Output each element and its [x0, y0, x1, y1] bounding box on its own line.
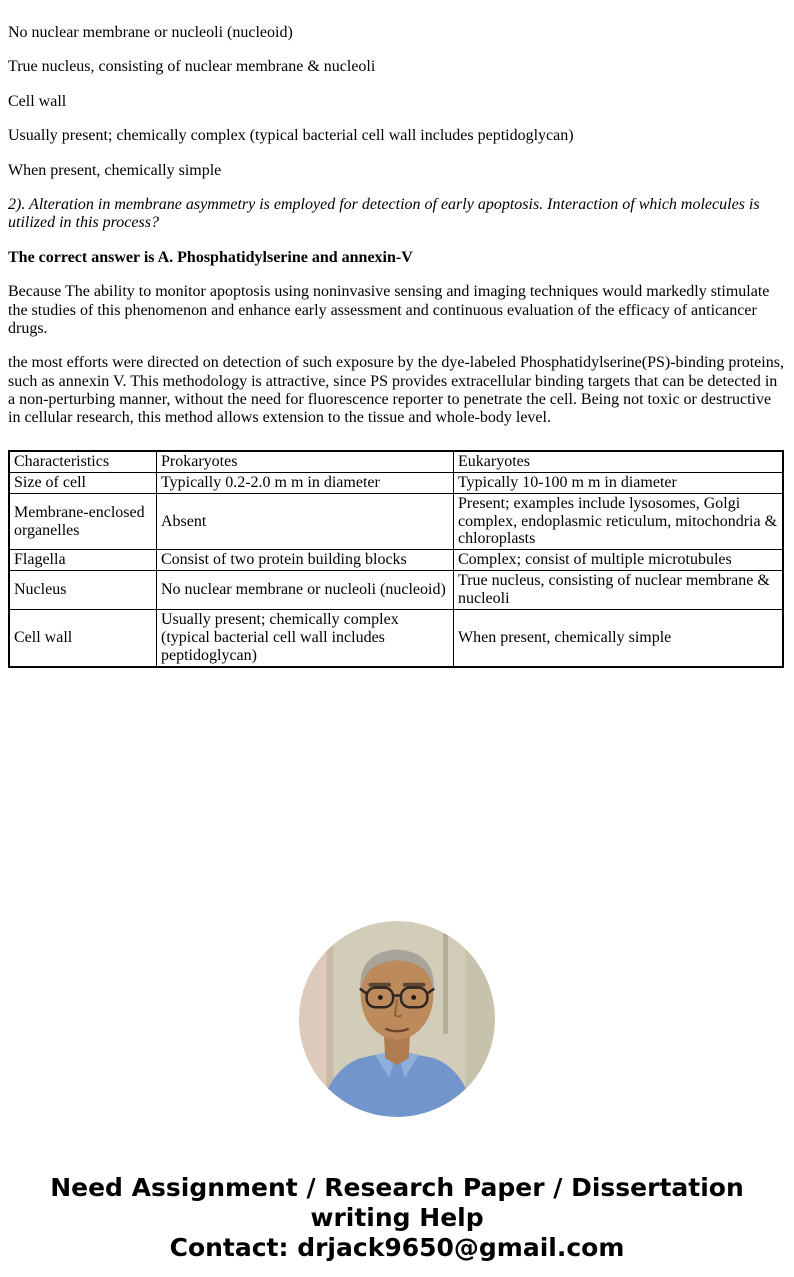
intro-paragraph: When present, chemically simple [8, 161, 222, 179]
answer-text: The correct answer is A. Phosphatidylserine and annexin-V [8, 248, 413, 266]
table-header-cell: Prokaryotes [157, 451, 454, 472]
table-cell: Membrane-enclosed organelles [9, 493, 157, 550]
explanation-paragraph: the most efforts were directed on detection of such exposure by the dye-labeled Phosphatidylserine(PS)-binding proteins, such as annexin V. This methodology is attractive, since PS provides extracellular binding targets that can be detected in a non-perturbing manner, without the need for fluorescence reporter to penetrate the cell. Being not toxic or destructive in cellular research, this method allows extension to the tissue and whole-body level. [8, 354, 784, 427]
table-row [9, 571, 783, 610]
table-header-row [9, 451, 783, 472]
table-row [9, 472, 783, 493]
help-heading: Need Assignment / Research Paper / Dissertation writing Help [50, 1172, 744, 1232]
table-cell: Consist of two protein building blocks [157, 550, 454, 571]
table-row [9, 550, 783, 571]
contact-email: Contact: drjack9650@gmail.com [169, 1232, 625, 1262]
explanation-paragraph: Because The ability to monitor apoptosis using noninvasive sensing and imaging techniques would markedly stimulate the studies of this phenomenon and enhance early assessment and continuous evaluation of the efficacy of anticancer drugs. [8, 283, 770, 337]
table-cell: Nucleus [9, 571, 157, 610]
table-cell: Absent [157, 493, 454, 550]
table-cell: Typically 10-100 m m in diameter [454, 472, 784, 493]
comparison-table [8, 450, 784, 668]
intro-paragraph: Cell wall [8, 92, 67, 110]
profile-photo [299, 921, 495, 1117]
intro-paragraph: No nuclear membrane or nucleoli (nucleoid) [8, 24, 293, 41]
table-cell: When present, chemically simple [454, 610, 784, 667]
table-header-cell: Eukaryotes [454, 451, 784, 472]
table-cell: Size of cell [9, 472, 157, 493]
table-cell: True nucleus, consisting of nuclear membrane & nucleoli [454, 571, 784, 610]
table-row [9, 493, 783, 550]
table-cell: Usually present; chemically complex (typical bacterial cell wall includes peptidoglycan) [157, 610, 454, 667]
intro-paragraph: Usually present; chemically complex (typical bacterial cell wall includes peptidoglycan) [8, 127, 574, 145]
intro-paragraph: True nucleus, consisting of nuclear membrane & nucleoli [8, 58, 376, 76]
profile-photo-illustration [299, 921, 495, 1117]
table-cell: Flagella [9, 550, 157, 571]
footer [8, 1173, 786, 1263]
table-cell: Present; examples include lysosomes, Golgi complex, endoplasmic reticulum, mitochondria & chloroplasts [454, 493, 784, 550]
table-cell: Typically 0.2-2.0 m m in diameter [157, 472, 454, 493]
question-text: 2). Alteration in membrane asymmetry is employed for detection of early apoptosis. Interaction of which molecules is utilized in this process? [8, 195, 760, 232]
table-header-cell: Characteristics [9, 451, 157, 472]
table-cell: Complex; consist of multiple microtubules [454, 550, 784, 571]
table-cell: Cell wall [9, 610, 157, 667]
table-row [9, 610, 783, 667]
table-cell: No nuclear membrane or nucleoli (nucleoid) [157, 571, 454, 610]
